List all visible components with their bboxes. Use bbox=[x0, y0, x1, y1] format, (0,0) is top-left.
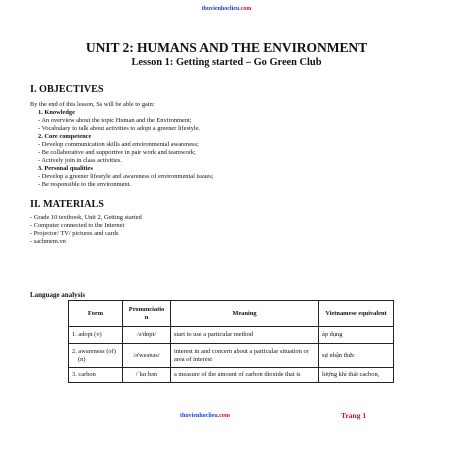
cell-pronunciation: /ə'weənəs/ bbox=[123, 344, 171, 368]
cell-vietnamese: lượng khí thải cacbon, bbox=[319, 368, 394, 383]
materials-heading: II. MATERIALS bbox=[30, 199, 104, 210]
cell-meaning: start to use a particular method bbox=[171, 327, 319, 344]
column-header-vietnamese: Vietnamese equivalent bbox=[319, 301, 394, 327]
cell-meaning: interest in and concern about a particular situation or area of interest bbox=[171, 344, 319, 368]
materials-item: - Computer connected to the Internet bbox=[30, 222, 125, 229]
column-header-form: Form bbox=[69, 301, 123, 327]
footer-brand-main: thuvienhoclieu bbox=[180, 413, 218, 419]
lesson-subtitle: Lesson 1: Getting started – Go Green Club bbox=[131, 57, 322, 68]
core-competence-heading: 2. Core competence bbox=[38, 133, 92, 140]
personal-item: - Develop a greener lifestyle and awareness of environmental issues; bbox=[38, 173, 214, 180]
core-item: - Develop communication skills and environmental awareness; bbox=[38, 141, 199, 148]
table-header-row bbox=[69, 301, 394, 327]
core-item: - Actively join in class activities. bbox=[38, 157, 122, 164]
core-item: - Be collaborative and supportive in pair work and teamwork; bbox=[38, 149, 196, 156]
header-brand bbox=[0, 6, 453, 12]
table-row bbox=[69, 344, 394, 368]
objectives-heading: I. OBJECTIVES bbox=[30, 84, 104, 95]
cell-form: 3. carbon bbox=[69, 368, 123, 383]
footer-brand bbox=[180, 413, 230, 419]
table-row bbox=[69, 368, 394, 383]
cell-form: 1. adopt (v) bbox=[69, 327, 123, 344]
personal-qualities-heading: 3. Personal qualities bbox=[38, 165, 93, 172]
cell-pronunciation: /ə'dɒpt/ bbox=[123, 327, 171, 344]
table-row bbox=[69, 327, 394, 344]
language-analysis-heading: Language analysis bbox=[30, 291, 86, 299]
cell-vietnamese: áp dụng bbox=[319, 327, 394, 344]
cell-vietnamese: sự nhận thức bbox=[319, 344, 394, 368]
materials-item: - Projector/ TV/ pictures and cards bbox=[30, 230, 119, 237]
column-header-meaning: Meaning bbox=[171, 301, 319, 327]
brand-main: thuvienhoclieu bbox=[201, 6, 240, 12]
materials-item: - Grade 10 textbook, Unit 2, Getting started bbox=[30, 214, 142, 221]
unit-title: UNIT 2: HUMANS AND THE ENVIRONMENT bbox=[85, 40, 368, 55]
materials-item: - sachmem.vn bbox=[30, 238, 66, 245]
vocabulary-table bbox=[68, 300, 394, 383]
personal-item: - Be responsible to the environment. bbox=[38, 181, 131, 188]
brand-suffix: .com bbox=[239, 6, 252, 12]
knowledge-item: - An overview about the topic Human and the Environment; bbox=[38, 117, 192, 124]
page-number: Trang 1 bbox=[341, 411, 367, 420]
cell-meaning: a measure of the amount of carbon dioxide that is bbox=[171, 368, 319, 383]
cell-pronunciation: /ˈkɑːbən bbox=[123, 368, 171, 383]
footer-brand-suffix: .com bbox=[217, 413, 230, 419]
knowledge-heading: 1. Knowledge bbox=[38, 109, 75, 116]
cell-form: 2. awareness (of) (n) bbox=[69, 344, 123, 368]
knowledge-item: - Vocabulary to talk about activities to adopt a greener lifestyle. bbox=[38, 125, 201, 132]
column-header-pronunciation: Pronunciatio n bbox=[123, 301, 171, 327]
objectives-intro: By the end of this lesson, Ss will be able to gain: bbox=[30, 101, 155, 108]
